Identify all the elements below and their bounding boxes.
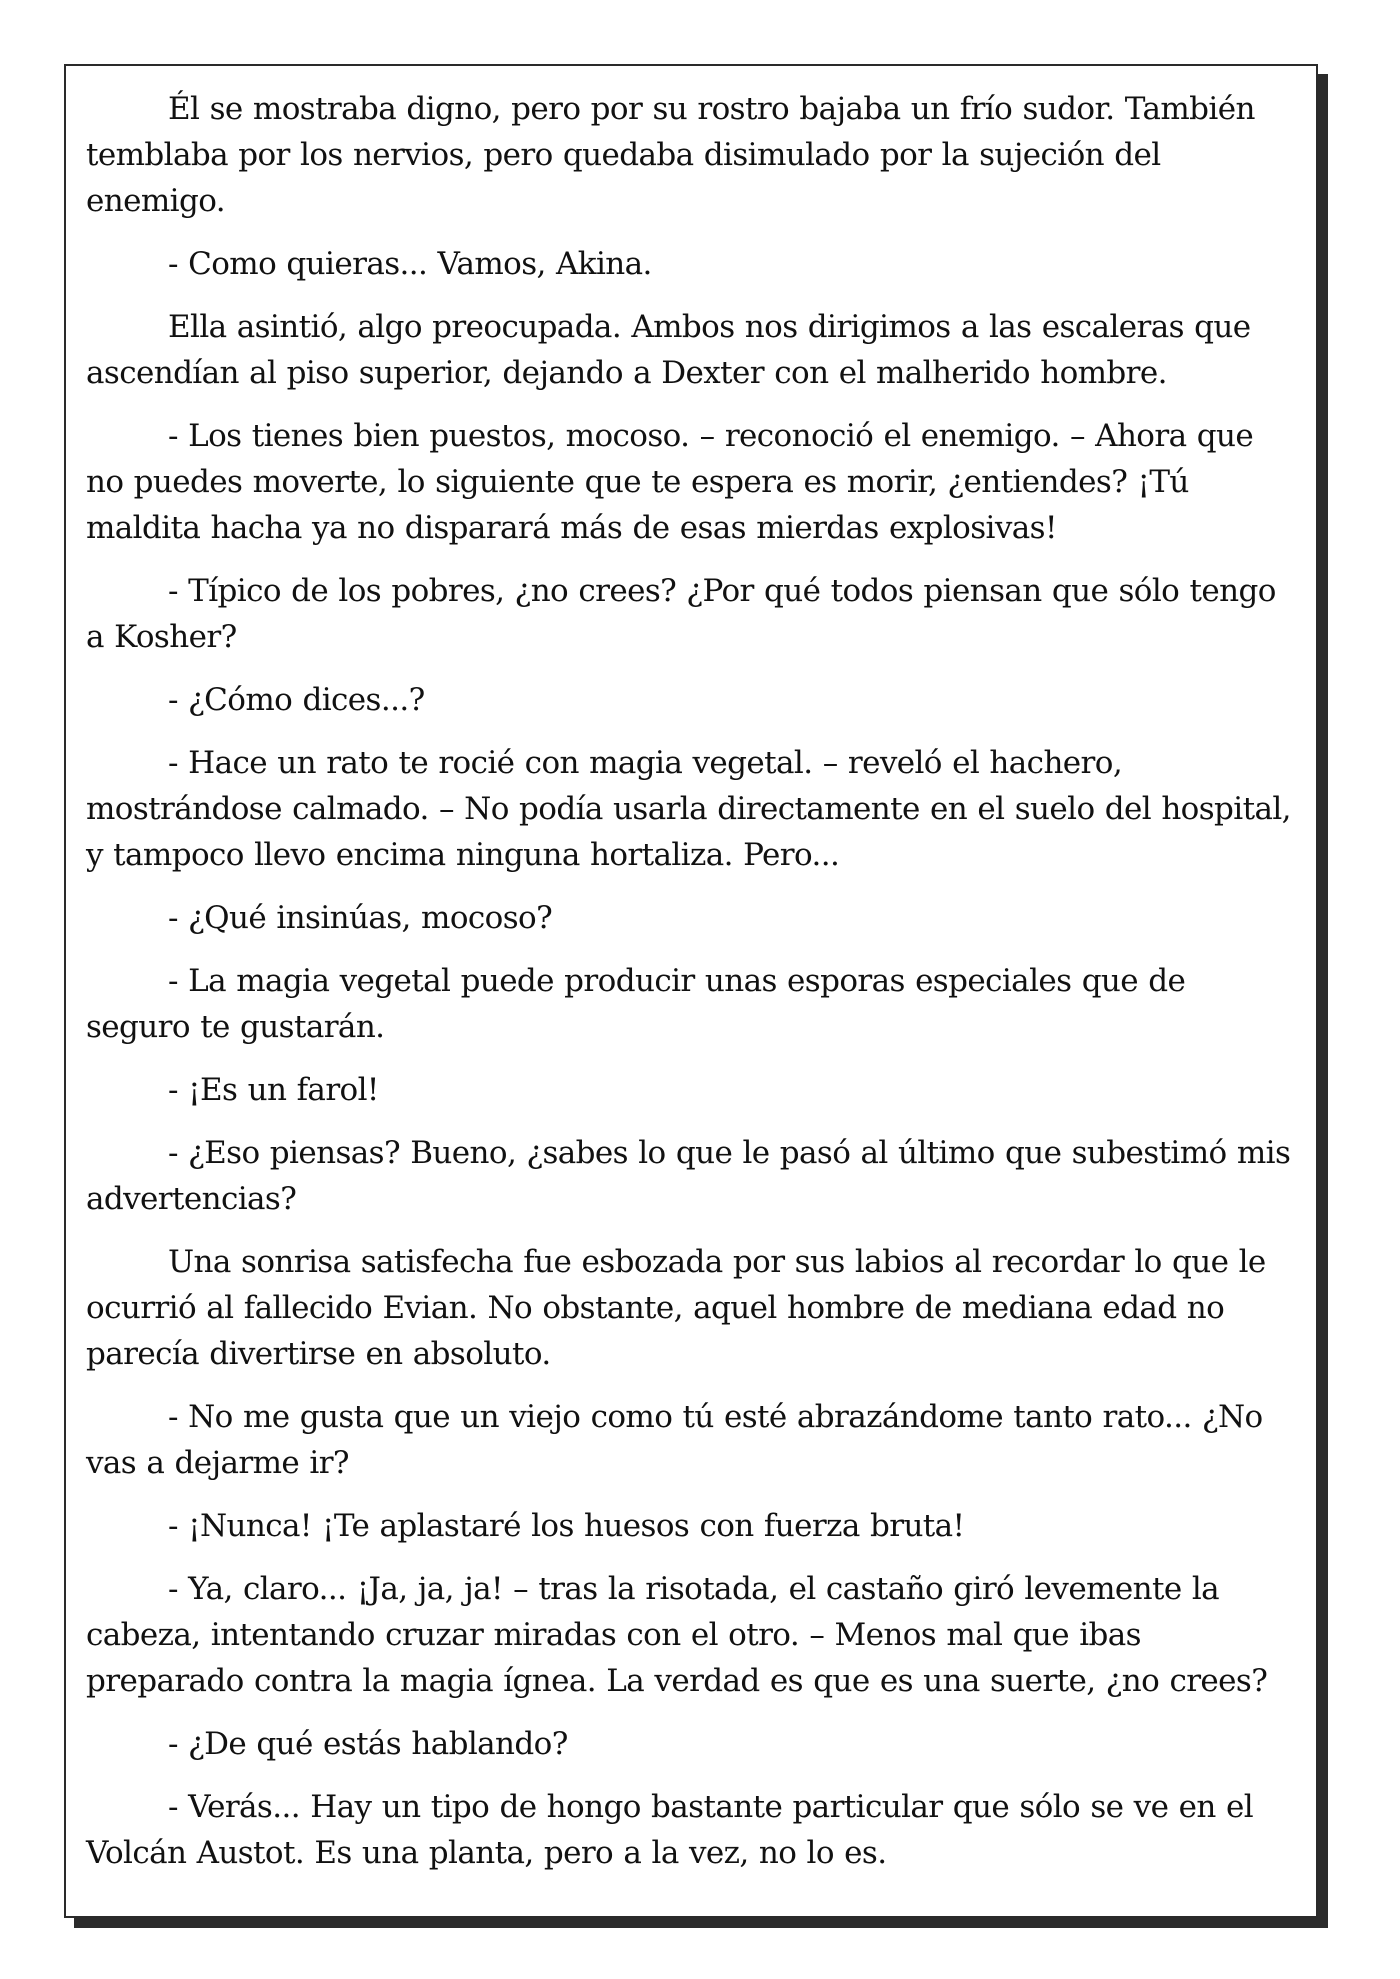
- paragraph: - ¡Nunca! ¡Te aplastaré los huesos con fuerza bruta!: [168, 1508, 965, 1544]
- page-content: [86, 86, 1292, 1893]
- paragraph: - ¿Qué insinúas, mocoso?: [168, 900, 553, 936]
- paragraph: - ¿De qué estás hablando?: [168, 1726, 568, 1762]
- paragraph: Él se mostraba digno, pero por su rostro bajaba un frío sudor. También temblaba por los nervios, pero quedaba disimulado por la sujeción del enemigo.: [86, 91, 1255, 219]
- paragraph: - Ya, claro... ¡Ja, ja, ja! – tras la risotada, el castaño giró levemente la cabeza, intentando cruzar miradas con el otro. – Menos mal que ibas preparado contra la magia ígnea. La verdad es que es una suerte, ¿no crees?: [86, 1571, 1268, 1699]
- paragraph: - Como quieras... Vamos, Akina.: [168, 246, 652, 282]
- paragraph: - ¿Cómo dices...?: [168, 682, 425, 718]
- paragraph: - Verás... Hay un tipo de hongo bastante particular que sólo se ve en el Volcán Austot. Es una planta, pero a la vez, no lo es.: [86, 1789, 1254, 1871]
- paragraph: Una sonrisa satisfecha fue esbozada por sus labios al recordar lo que le ocurrió al fallecido Evian. No obstante, aquel hombre de mediana edad no parecía divertirse en absoluto.: [86, 1244, 1266, 1372]
- paragraph: - No me gusta que un viejo como tú esté abrazándome tanto rato... ¿No vas a dejarme ir?: [86, 1399, 1263, 1481]
- paragraph: - ¿Eso piensas? Bueno, ¿sabes lo que le pasó al último que subestimó mis advertencias?: [86, 1135, 1291, 1217]
- paragraph: - Los tienes bien puestos, mocoso. – reconoció el enemigo. – Ahora que no puedes moverte, lo siguiente que te espera es morir, ¿entiendes? ¡Tú maldita hacha ya no disparará más de esas mierdas explosivas!: [86, 418, 1254, 546]
- paragraph: - La magia vegetal puede producir unas esporas especiales que de seguro te gustarán.: [86, 963, 1186, 1045]
- paragraph: - Típico de los pobres, ¿no crees? ¿Por qué todos piensan que sólo tengo a Kosher?: [86, 573, 1276, 655]
- paragraph: - ¡Es un farol!: [168, 1072, 379, 1108]
- page-frame: [64, 64, 1318, 1918]
- paragraph: Ella asintió, algo preocupada. Ambos nos dirigimos a las escaleras que ascendían al piso superior, dejando a Dexter con el malherido hombre.: [86, 309, 1251, 391]
- paragraph: - Hace un rato te rocié con magia vegetal. – reveló el hachero, mostrándose calmado. – No podía usarla directamente en el suelo del hospital, y tampoco llevo encima ninguna hortaliza. Pero...: [86, 745, 1291, 873]
